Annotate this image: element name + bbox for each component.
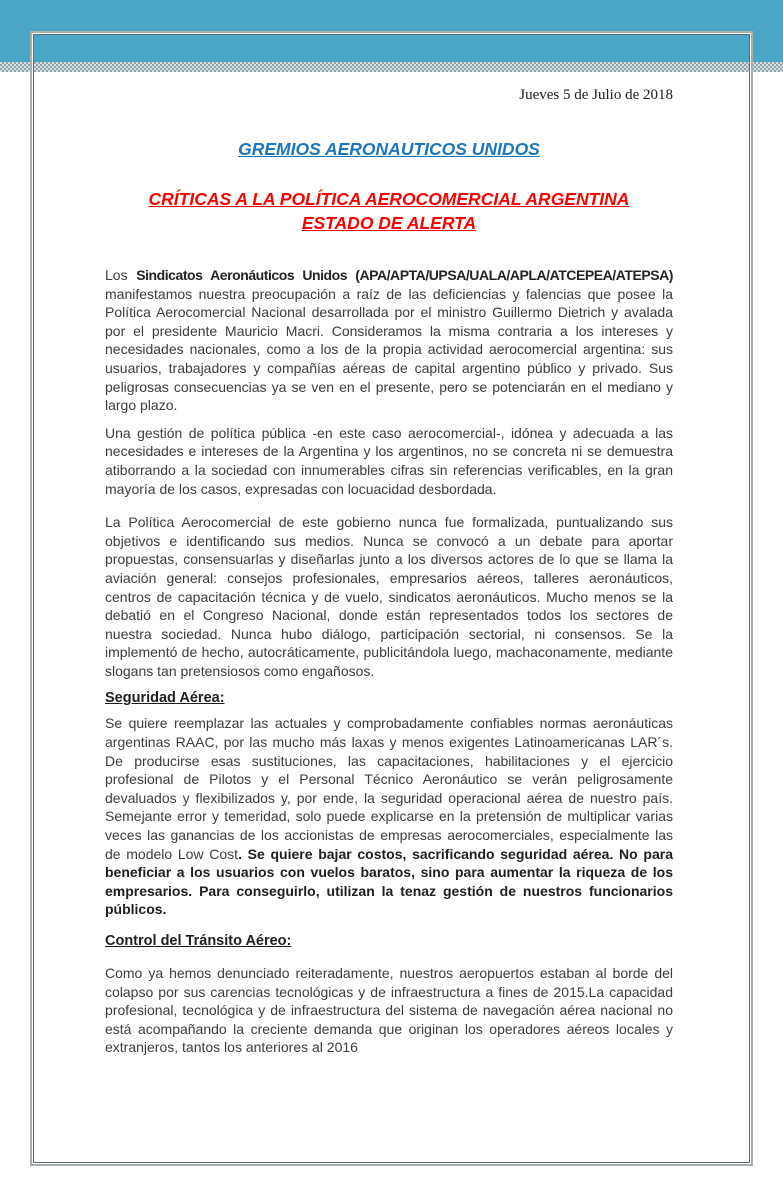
document-content [105,0,673,1057]
subtitle-line-2: ESTADO DE ALERTA [301,213,477,233]
document-date: Jueves 5 de Julio de 2018 [519,87,673,103]
main-title-text: GREMIOS AERONAUTICOS UNIDOS [238,139,540,159]
paragraph-seguridad-bold: . Se quiere bajar costos, sacrificando seguridad aérea. No para beneficiar a los usuarios con vuelos baratos, sino para aumentar la riqueza de los empresarios. Para conseguirlo, utilizan la tenaz gestión de nuestros funcionarios públicos. [105,845,673,918]
section-heading-seguridad-aerea [105,689,673,707]
main-title [105,139,673,159]
paragraph-seguridad-regular: Se quiere reemplazar las actuales y comprobadamente confiables normas aeronáuticas argentinas RAAC, por las mucho más laxas y menos exigentes Latinoamericanas LAR´s. De producirse esas sustituciones, las capacitaciones, habilitaciones y el ejercicio profesional de Pilotos y el Personal Técnico Aeronáutico se verán peligrosamente devaluados y flexibilizados y, por ende, la seguridad operacional aérea de nuestro país. Semejante error y temeridad, solo puede explicarse en la pretensión de multiplicar varias veces las ganancias de los accionistas de empresas aerocomerciales, especialmente las de modelo Low Cost [105,715,673,862]
section-heading-seguridad-aerea-text: Seguridad Aérea: [105,690,225,707]
section-heading-control-transito [105,932,673,950]
paragraph-intro-unions-bold: Sindicatos Aeronáuticos Unidos (APA/APTA/UPSA/UALA/APLA/ATCEPEA/ATEPSA) [136,267,673,283]
subtitle [105,187,673,235]
paragraph-seguridad-aerea [105,714,673,919]
paragraph-intro [105,266,673,415]
paragraph-intro-rest: manifestamos nuestra preocupación a raíz de las deficiencias y falencias que posee la Política Aerocomercial Nacional desarrollada por el ministro Guillermo Dietrich y avalada por el presidente Mauricio Macri. Consideramos la misma contraria a los intereses y necesidades nacionales, como a los de la propia actividad aerocomercial argentina: sus usuarios, trabajadores y compañías aéreas de capital argentino público y privado. Sus peligrosas consecuencias ya se ven en el presente, pero se potenciarán en el mediano y largo plazo. [105,285,673,414]
paragraph-intro-lead: Los [105,267,137,283]
paragraph-gestion-publica: Una gestión de política pública -en este caso aerocomercial-, idónea y adecuada a las necesidades e intereses de la Argentina y los argentinos, no se concreta ni se demuestra atiborrando a la sociedad con innumerables cifras sin referencias verificables, en la gran mayoría de los casos, expresadas con locuacidad desbordada. [105,424,673,497]
paragraph-control-transito: Como ya hemos denunciado reiteradamente, nuestros aeropuertos estaban al borde del colapso por sus carencias tecnológicas y de infraestructura a fines de 2015.La capacidad profesional, tecnológica y de infraestructura del sistema de navegación aérea nacional no está acompañando la creciente demanda que originan los operadores aéreos locales y extranjeros, tantos los anteriores al 2016 [105,965,673,1056]
section-heading-control-transito-text: Control del Tránsito Aéreo: [105,933,292,949]
paragraph-politica-aerocomercial: La Política Aerocomercial de este gobierno nunca fue formalizada, puntualizando sus objetivos e identificando sus medios. Nunca se convocó a un debate para aportar propuestas, consensuarlas y diseñarlas junto a los diversos actores de lo que se llama la aviación general: consejos profesionales, empresarios aéreos, talleres aeronáuticos, centros de capacitación técnica y de vuelo, sindicatos aeronáuticos. Mucho menos se la debatió en el Congreso Nacional, donde están representados todos los sectores de nuestra sociedad. Nunca hubo diálogo, participación sectorial, ni consensos. Se la implementó de hecho, autocráticamente, publicitándola luego, machaconamente, mediante slogans tan pretensiosos como engañosos. [105,514,673,679]
subtitle-line-1: CRÍTICAS A LA POLÍTICA AEROCOMERCIAL ARGENTINA [148,189,630,209]
